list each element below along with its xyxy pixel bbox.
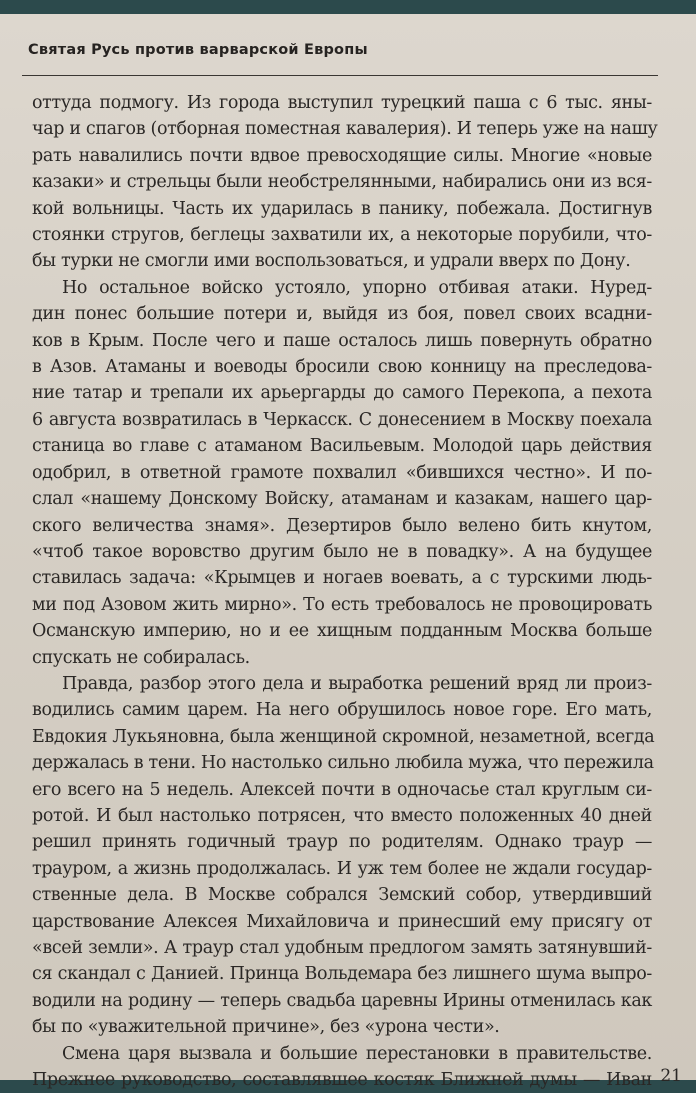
text-line: Прежнее руководство, составлявшее костяк Ближней думы — Иван — [32, 1070, 652, 1091]
text-line: «всей земли». А траур стал удобным предлогом замять затянувший- — [32, 938, 652, 958]
text-line: его всего на 5 недель. Алексей почти в одночасье стал круглым си- — [32, 779, 652, 800]
text-line: оттуда подмогу. Из города выступил турецкий паша с 6 тыс. яны- — [32, 93, 652, 113]
text-line: слал «нашему Донскому Войску, атаманам и казакам, нашего цар- — [32, 489, 652, 510]
text-line: ков в Крым. После чего и паше осталось лишь повернуть обратно — [32, 330, 652, 351]
text-line: Евдокия Лукьяновна, была женщиной скромной, незаметной, всегда — [32, 726, 655, 747]
text-line: кой вольницы. Часть их ударилась в панику, побежала. Достигнув — [32, 198, 652, 219]
body-text — [32, 90, 658, 1093]
text-line: бы по «уважительной причине», без «урона чести». — [32, 1017, 500, 1038]
paragraph — [32, 671, 655, 1041]
text-line: чар и спагов (отборная поместная кавалерия). И теперь уже на нашу — [32, 119, 658, 140]
text-line: Но остальное войско устояло, упорно отбивая атаки. Нуред- — [62, 277, 652, 298]
text-line: одобрил, в ответной грамоте похвалил «бившихся честно». И по- — [32, 462, 652, 483]
text-line: ся скандал с Данией. Принца Вольдемара без лишнего шума выпро- — [32, 964, 652, 985]
page-number: 21 — [660, 1066, 682, 1086]
text-line: ставилась задача: «Крымцев и ногаев воевать, а с турскими людь- — [32, 568, 652, 589]
text-line: спускать не собиралась. — [32, 647, 250, 668]
text-line: Османскую империю, но и ее хищным подданным Москва больше — [32, 621, 652, 642]
text-line: Смена царя вызвала и большие перестановки в правительстве. — [62, 1043, 652, 1064]
text-line: в Азов. Атаманы и воеводы бросили свою конницу на преследова- — [32, 357, 652, 378]
text-line: бы турки не смогли ими воспользоваться, и удрали вверх по Дону. — [32, 251, 631, 272]
text-line: трауром, а жизнь продолжалась. И уж тем более не ждали государ- — [32, 858, 652, 879]
paragraph — [32, 275, 652, 671]
text-line: держалась в тени. Но настолько сильно любила мужа, что пережила — [32, 753, 654, 774]
text-line: «чтоб такое воровство другим было не в повадку». А на будущее — [32, 541, 652, 562]
text-line: ние татар и трепали их арьергарды до самого Перекопа, а пехота — [32, 383, 652, 404]
text-line: ственные дела. В Москве собрался Земский собор, утвердивший — [32, 885, 652, 906]
text-line: решил принять годичный траур по родителям. Однако траур — — [32, 832, 652, 853]
text-line: ского величества знамя». Дезертиров было велено бить кнутом, — [32, 515, 652, 536]
text-line: Правда, разбор этого дела и выработка решений вряд ли произ- — [62, 673, 652, 694]
text-line: ми под Азовом жить мирно». То есть требовалось не провоцировать — [32, 594, 652, 615]
running-header: Святая Русь против варварской Европы — [28, 42, 368, 58]
text-line: стоянки стругов, беглецы захватили их, а некоторые порубили, что- — [32, 225, 652, 246]
text-line: водились самим царем. На него обрушилось новое горе. Его мать, — [32, 700, 652, 721]
paragraph — [32, 90, 658, 275]
paragraph — [32, 1041, 652, 1093]
text-line: царствование Алексея Михайловича и принесший ему присягу от — [32, 911, 652, 932]
text-line: станица во главе с атаманом Васильевым. Молодой царь действия — [32, 436, 652, 457]
text-line: водили на родину — теперь свадьба царевны Ирины отменилась как — [32, 990, 652, 1011]
text-line: ротой. И был настолько потрясен, что вместо положенных 40 дней — [32, 805, 652, 826]
header-rule — [22, 75, 658, 76]
text-line: дин понес большие потери и, выйдя из боя, повел своих всадни- — [32, 304, 652, 325]
text-line: рать навалились почти вдвое превосходящие силы. Многие «новые — [32, 145, 652, 166]
book-page — [0, 14, 696, 1091]
text-line: 6 августа возвратилась в Черкасск. С донесением в Москву поехала — [32, 409, 652, 430]
text-line: казаки» и стрельцы были необстрелянными, набирались они из вся- — [32, 172, 652, 193]
